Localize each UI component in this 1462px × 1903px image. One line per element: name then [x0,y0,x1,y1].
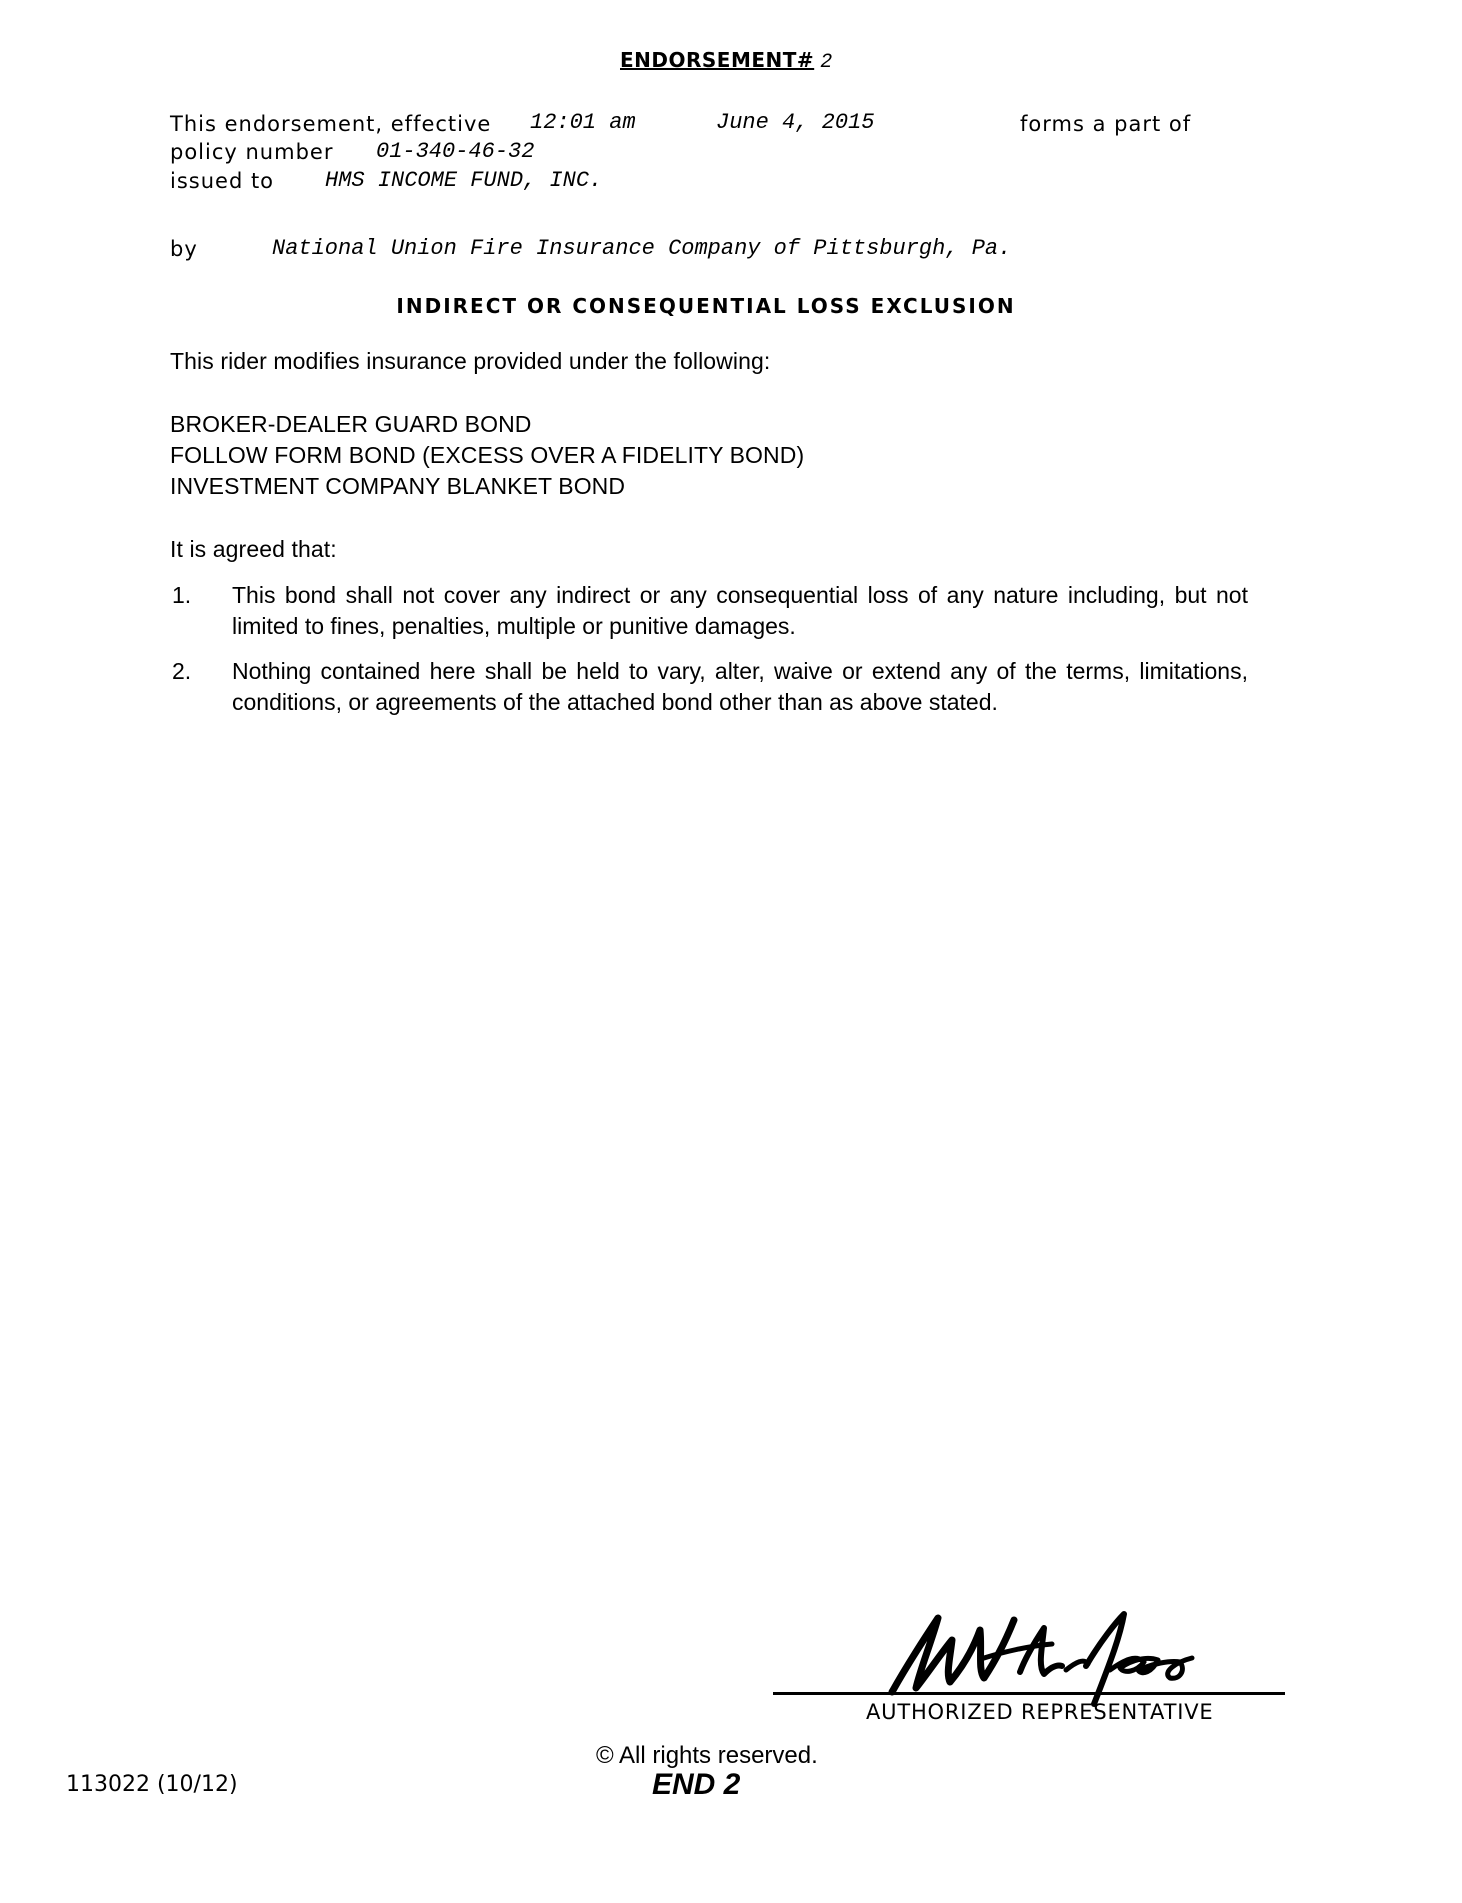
clause-text: Nothing contained here shall be held to vary, alter, waive or extend any of the terms, limitations, conditions, or agreements of the attached bond other than as above stated. [232,658,1248,715]
endorsement-label: ENDORSEMENT# [620,48,815,72]
effective-date: June 4, 2015 [716,110,875,135]
clause-item [172,656,1248,718]
copyright-notice: © All rights reserved. [596,1742,818,1769]
signature-label: AUTHORIZED REPRESENTATIVE [866,1700,1214,1724]
policy-number: 01-340-46-32 [376,139,535,164]
clause-item [172,580,1248,642]
insurer-name: National Union Fire Insurance Company of Pittsburgh, Pa. [272,236,1012,261]
effective-time: 12:01 am [530,110,636,135]
endorsement-title [620,48,833,74]
policy-label: policy number [170,140,334,164]
signature-line [773,1692,1285,1695]
form-number: 113022 (10/12) [66,1772,238,1797]
bond-item: BROKER-DEALER GUARD BOND [170,411,532,437]
section-title: INDIRECT OR CONSEQUENTIAL LOSS EXCLUSION [396,294,1016,318]
agreed-intro: It is agreed that: [170,536,337,562]
end-code: END 2 [652,1768,741,1801]
bond-item: FOLLOW FORM BOND (EXCESS OVER A FIDELITY BOND) [170,442,805,468]
issued-label: issued to [170,169,275,193]
effective-intro: This endorsement, effective [170,112,492,136]
clause-number: 1. [172,582,192,608]
rider-intro: This rider modifies insurance provided under the following: [170,348,771,374]
bond-item: INVESTMENT COMPANY BLANKET BOND [170,473,626,499]
insurer-label: by [170,237,198,261]
clause-number: 2. [172,658,192,684]
endorsement-number: 2 [820,51,833,74]
effective-suffix: forms a part of [1020,112,1192,136]
clause-text: This bond shall not cover any indirect or any consequential loss of any nature including, but not limited to fines, penalties, multiple or punitive damages. [232,582,1248,639]
issued-name: HMS INCOME FUND, INC. [325,168,603,193]
